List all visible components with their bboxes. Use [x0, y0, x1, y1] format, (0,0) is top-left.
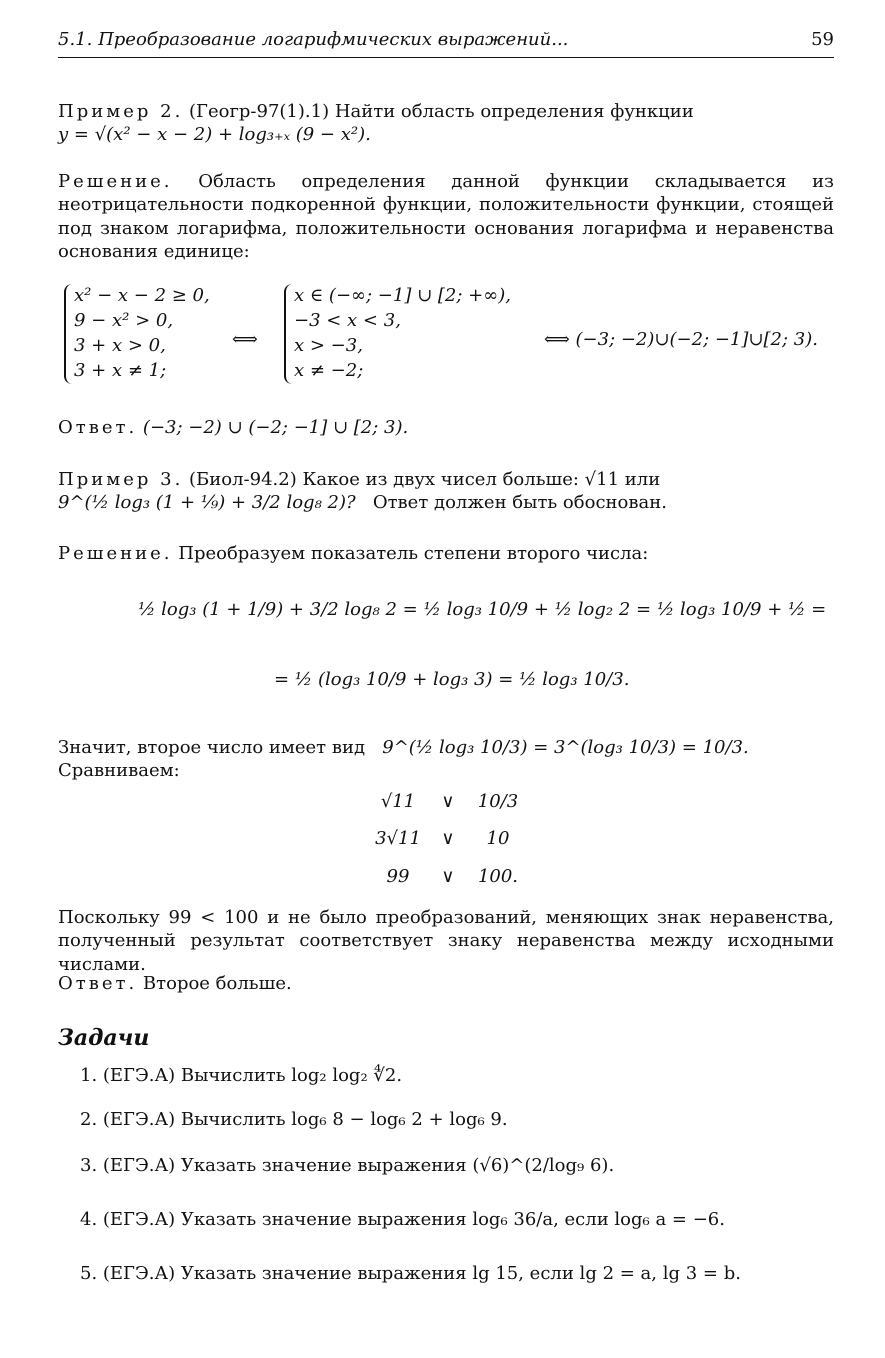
example-source: (Биол-94.2) — [189, 469, 297, 490]
system-line: −3 < x < 3, — [294, 310, 401, 331]
example-label: Пример 3. — [58, 469, 184, 490]
example-task: Найти область определения функции — [334, 101, 694, 122]
answer-value: (−3; −2) ∪ (−2; −1] ∪ [2; 3). — [142, 417, 409, 438]
task-item: 5. (ЕГЭ.А) Указать значение выражения lg 15, если lg 2 = a, lg 3 = b. — [80, 1263, 741, 1284]
comparison-sign: ∨ — [441, 828, 455, 850]
comparison-sign: ∨ — [441, 791, 455, 812]
task-item: 4. (ЕГЭ.А) Указать значение выражения log₆ 36/a, если log₆ a = −6. — [80, 1209, 725, 1230]
comparison-left: √11 — [380, 791, 416, 812]
task-item: 1. (ЕГЭ.А) Вычислить log₂ log₂ ∜2. — [80, 1065, 403, 1086]
inequality-system-2 — [284, 284, 511, 384]
conclusion-formula: 9^(½ log₃ 10/3) = 3^(log₃ 10/3) = 10/3. — [382, 737, 749, 758]
system-line: x² − x − 2 ≥ 0, — [74, 285, 210, 306]
comparison-left: 99 — [386, 865, 410, 887]
example-3 — [58, 468, 834, 515]
example-2-solution — [58, 170, 834, 264]
task-item: 2. (ЕГЭ.А) Вычислить log₆ 8 − log₆ 2 + log₆ 9. — [80, 1109, 508, 1130]
comparison-left: 3√11 — [375, 828, 421, 850]
page-number: 59 — [811, 29, 834, 50]
solution-label: Решение. — [58, 543, 173, 564]
system-line: x > −3, — [294, 335, 363, 356]
solution-text: Преобразуем показатель степени второго числа: — [178, 543, 649, 564]
system-line: 3 + x > 0, — [74, 335, 166, 356]
transform-line-2: = ½ (log₃ 10/9 + log₃ 3) = ½ log₃ 10/3. — [274, 669, 630, 690]
inequality-system-1 — [64, 284, 210, 384]
answer-label: Ответ. — [58, 417, 138, 438]
example-question: Какое из двух чисел больше: √11 или — [302, 469, 661, 490]
system-line: x ≠ −2; — [294, 360, 364, 381]
comparison-table — [368, 790, 528, 888]
example-3-conclusion — [58, 736, 834, 783]
system-line: 9 − x² > 0, — [74, 310, 174, 331]
section-title: 5.1. Преобразование логарифмических выражений... — [58, 29, 569, 50]
comparison-right: 10 — [486, 828, 510, 850]
function-formula: y = √(x² − x − 2) + log₃₊ₓ (9 − x²). — [58, 124, 371, 146]
transform-line-1: ½ log₃ (1 + 1/9) + 3/2 log₈ 2 = ½ log₃ 10/9 + ½ log₂ 2 = ½ log₃ 10/9 + ½ = — [138, 599, 827, 620]
second-number-formula: 9^(½ log₃ (1 + ⅑) + 3/2 log₈ 2)? — [58, 492, 356, 514]
conclusion-suffix: Сравниваем: — [58, 760, 180, 782]
comparison-right: 100. — [477, 865, 519, 887]
answer-label: Ответ. — [58, 973, 138, 994]
system-line: x ∈ (−∞; −1] ∪ [2; +∞), — [294, 285, 511, 306]
example-2 — [58, 100, 834, 147]
example-source: (Геогр-97(1).1) — [189, 101, 330, 122]
solution-text: Область определения данной функции складывается из неотрицательности подкоренной функции, положительности функции, стоящей под знаком логарифма, положительности основания логарифма и неравенства основания единице: — [58, 171, 834, 263]
book-page — [58, 28, 834, 1284]
example-3-solution — [58, 542, 834, 565]
example-2-answer — [58, 416, 834, 439]
task-item: 3. (ЕГЭ.А) Указать значение выражения (√6)^(2/log₉ 6). — [80, 1155, 615, 1176]
closing-paragraph — [58, 906, 834, 976]
comparison-sign: ∨ — [441, 865, 455, 887]
tasks-heading: Задачи — [58, 1025, 150, 1051]
example-note: Ответ должен быть обоснован. — [372, 492, 667, 514]
system-line: 3 + x ≠ 1; — [74, 360, 167, 381]
closing-text: Поскольку 99 < 100 и не было преобразований, меняющих знак неравенства, полученный результат соответствует знаку неравенства между исходными числами. — [58, 907, 834, 975]
example-label: Пример 2. — [58, 101, 184, 122]
solution-label: Решение. — [58, 171, 173, 192]
domain-result: ⟺ (−3; −2)∪(−2; −1]∪[2; 3). — [544, 329, 818, 350]
running-header — [58, 28, 834, 58]
conclusion-prefix: Значит, второе число имеет вид — [58, 737, 366, 758]
answer-value: Второе больше. — [142, 973, 292, 994]
example-3-answer — [58, 972, 834, 995]
comparison-right: 10/3 — [477, 791, 519, 812]
equivalence-arrow: ⟺ — [232, 329, 258, 350]
